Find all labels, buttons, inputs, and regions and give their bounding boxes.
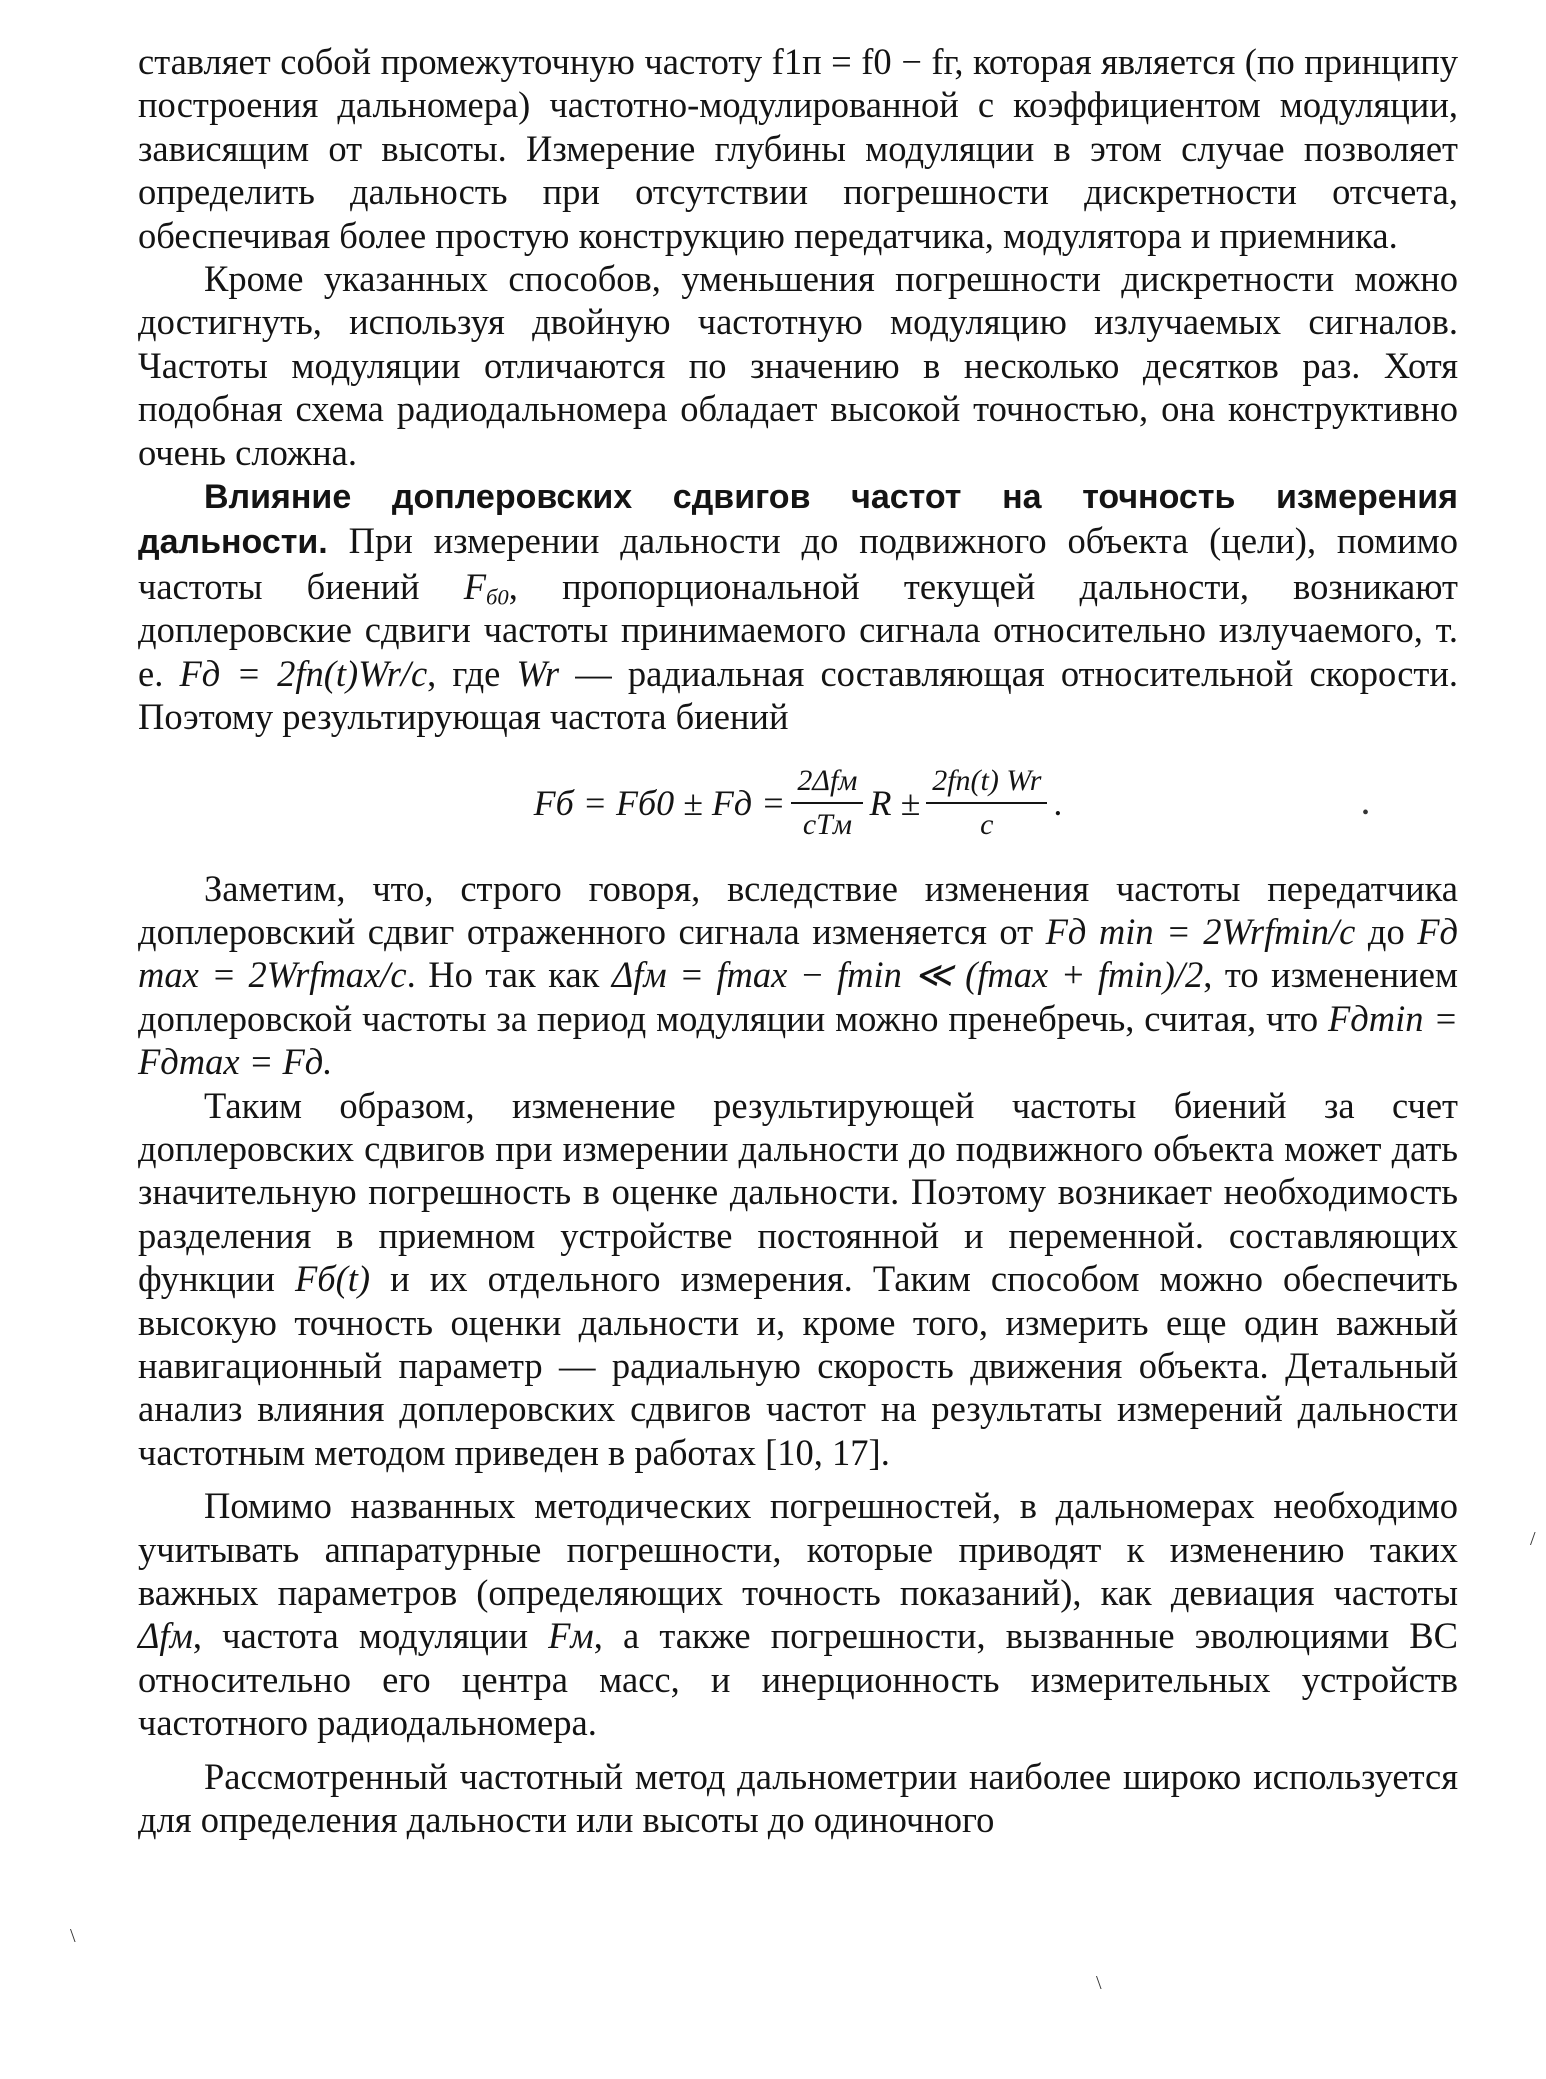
- p3-text-b: , пропорциональной текущей дальности, возникают доплеровские сдвиги частоты принимаемого сигнала относительно излучаемого, т. е.: [138, 565, 1458, 694]
- scan-speck: \: [70, 1925, 76, 1947]
- p3-text-c: , где: [427, 652, 501, 694]
- formula-lhs: Fб = Fб0 ± Fд =: [533, 782, 786, 823]
- scan-speck: /: [1530, 1528, 1536, 1550]
- math-fb0: $F_{б0}$: [463, 565, 509, 610]
- math-fdmax: Fд max = 2Wrfmax/c: [138, 910, 1458, 996]
- math-fdmin: Fд min = 2Wrfmin/c: [1045, 910, 1356, 952]
- math-dev: Δfм: [138, 1615, 193, 1657]
- section-heading: Влияние доплеровских сдвигов частот на точность измерения дальности.: [138, 478, 1458, 562]
- math-fm: Fм: [548, 1615, 594, 1657]
- paragraph-3: [138, 474, 1458, 738]
- scan-speck: \: [1096, 1972, 1102, 1994]
- math-delta-f: Δfм = fmax − fmin ≪ (fmax + fmin)/2: [611, 954, 1204, 996]
- document-page: [138, 40, 1458, 1841]
- paragraph-7: Рассмотренный частотный метод дальнометрии наиболее широко используется для определения дальности или высоты до одиночного: [138, 1755, 1458, 1841]
- math-wr: Wr: [516, 652, 560, 694]
- paragraph-6: Помимо названных методических погрешностей, в дальномерах необходимо учитывать аппаратурные погрешности, которые приводят к изменению таких важных параметров (определяющих точность показаний), как девиация частоты Δfм, частота модуляции Fм, а также погрешности, вызванные эволюциями ВС относительно его центра масс, и инерционность измерительных устройств частотного радиодальномера.: [138, 1485, 1459, 1744]
- fraction-2-denominator: c: [980, 807, 994, 841]
- fraction-1-denominator: cTм: [802, 807, 852, 841]
- fraction-1-numerator: 2Δfм: [791, 764, 863, 804]
- paragraph-1: ставляет собой промежуточную частоту f1п = f0 − fг, которая является (по принципу построения дальномера) частотно-модулированной с коэффициентом модуляции, зависящим от высоты. Измерение глубины модуляции в этом случае позволяет определить дальность при отсутствии погрешности дискретности отсчета, обеспечивая более простую конструкцию передатчика, модулятора и приемника.: [138, 41, 1458, 256]
- p3-text-a: При измерении дальности до подвижного объекта (цели), помимо частоты биений: [138, 520, 1459, 607]
- paragraph-4: Заметим, что, строго говоря, вследствие изменения частоты передатчика доплеровский сдвиг отраженного сигнала изменяется от Fд min = 2Wrfmin/c до Fд max = 2Wrfmax/c. Но так как Δfм = fmax − fmin ≪ (fmax + fmin)/2, то изменением доплеровской частоты за период модуляции можно пренебречь, считая, что Fдmin = Fдmax = Fд.: [138, 867, 1458, 1083]
- beat-frequency-formula: [138, 739, 1458, 867]
- scan-speck: •: [1362, 802, 1370, 824]
- paragraph-2: Кроме указанных способов, уменьшения погрешности дискретности можно достигнуть, используя двойную частотную модуляцию излучаемых сигналов. Частоты модуляции отличаются по значению в несколько десятков раз. Хотя подобная схема радиодальномера обладает высокой точностью, она конструктивно очень сложна.: [138, 258, 1458, 473]
- formula-fraction-2: [926, 764, 1047, 842]
- math-fbt: Fб(t): [294, 1258, 371, 1300]
- formula-end: .: [1053, 782, 1063, 823]
- formula-fraction-1: [791, 764, 863, 842]
- math-equal: Fдmin = Fдmax = Fд.: [138, 997, 1458, 1083]
- formula-mid: R ±: [869, 782, 921, 823]
- paragraph-5: Таким образом, изменение результирующей частоты биений за счет доплеровских сдвигов при измерении дальности до подвижного объекта может дать значительную погрешность в оценке дальности. Поэтому возникает необходимость разделения в приемном устройстве постоянной и переменной. составляющих функции Fб(t) и их отдельного измерения. Таким способом можно обеспечить высокую точность оценки дальности и, кроме того, измерить еще один важный навигационный параметр — радиальную скорость движения объекта. Детальный анализ влияния доплеровских сдвигов частот на результаты измерений дальности частотным методом приведен в работах [10, 17].: [138, 1084, 1458, 1473]
- math-fd-expr: Fд = 2fп(t)Wr/c: [179, 652, 428, 694]
- p3-text-d: — радиальная составляющая относительной скорости. Поэтому результирующая частота биений: [138, 652, 1459, 738]
- fraction-2-numerator: 2fп(t) Wr: [926, 764, 1047, 804]
